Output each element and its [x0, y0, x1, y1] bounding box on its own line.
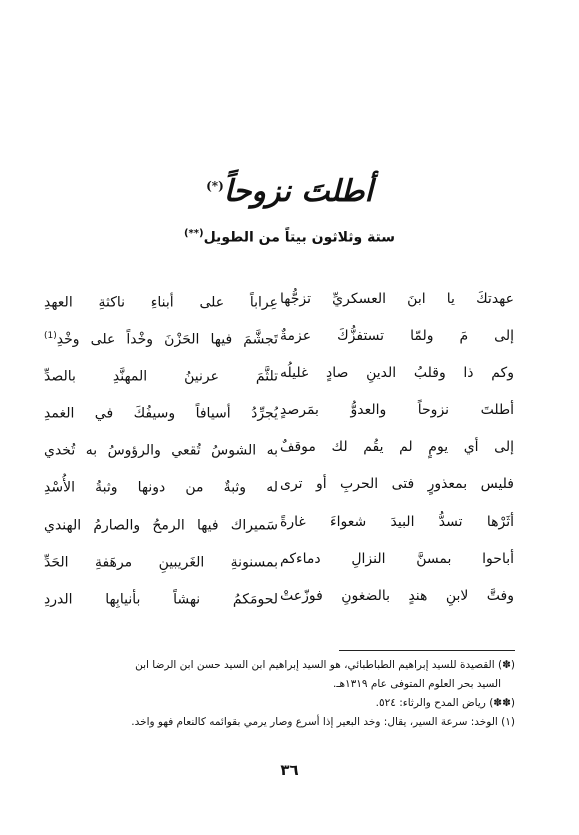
hemistich-text: عِراباً على أبناءِ ناكثةِ العهدِ [44, 294, 278, 311]
verse-first-hemistich: أثَرْها تسدُّ البيدَ شعواءَ غارةً [280, 513, 514, 530]
verse [0, 580, 579, 617]
verse-second-hemistich [44, 506, 278, 542]
verse [0, 543, 579, 580]
verse-second-hemistich [44, 580, 278, 616]
verse-second-hemistich [44, 320, 278, 356]
poem-subtitle-text: ستة وثلاثون بيتاً من الطويل [203, 229, 396, 246]
verse-first-hemistich: فليس بمعذورٍ فتى الحربِ أو ترى [280, 476, 514, 493]
poem-title [0, 166, 579, 212]
subtitle-footnote-mark: (**) [183, 228, 204, 239]
footnote-separator [339, 650, 515, 651]
footnote-reference: (✽✽) رياض المدح والرثاء: ٥٢٤. [375, 697, 515, 709]
verse-second-hemistich [44, 357, 278, 393]
footnote-glossary: (١) الوخد: سرعة السير، يقال: وخد البعير إذا أسرع وصار يرمي بقوائمه كالنعام فهو واخد. [131, 716, 515, 728]
verse [0, 357, 579, 394]
verse-second-hemistich [44, 394, 278, 430]
poem-title-text: أطلتَ نزوحاً [223, 174, 373, 209]
verse-second-hemistich [44, 283, 278, 319]
hemistich-text: لحومَكمُ نهشاً بأنيابِها الدردِ [44, 591, 278, 608]
title-footnote-mark: (*) [206, 179, 224, 193]
hemistich-text: تلثَّمَ عرنينُ المهنَّدِ بالصدِّ [44, 368, 278, 385]
hemistich-text: تَجشَّمَ فيها الحَزْنَ وخْداً على وخْدِ [56, 331, 278, 348]
poem-body [0, 283, 579, 617]
hemistich-text: له وثبةٌ من دونها وثبةُ الأُسْدِ [44, 480, 278, 497]
verse [0, 506, 579, 543]
verse-second-hemistich [44, 543, 278, 579]
verse-second-hemistich [44, 468, 278, 504]
verse [0, 468, 579, 505]
verse-first-hemistich: عهدتكَ يا ابنَ العسكريِّ تزجُّها [280, 291, 514, 307]
verse-footnote-mark: (1) [44, 331, 57, 342]
footnotes [59, 656, 515, 732]
hemistich-text: يُجرِّدُ أسيافاً وسيفُكَ في الغمدِ [44, 405, 278, 422]
hemistich-text: بمسنونةِ الغَريبينِ مرهَفةِ الحَدِّ [44, 554, 278, 571]
hemistich-text: سَميراك فيها الرمحُ والصارمُ الهندي [44, 517, 278, 534]
verse [0, 394, 579, 431]
verse-first-hemistich: وفتَّ لابنِ هندٍ بالضغونِ فوزّعتْ [280, 587, 514, 604]
verse-first-hemistich: وكم ذا وقلبُ الدينِ صادٍ غليلُه [280, 365, 514, 382]
verse-first-hemistich: إلى مَ ولمّا تستفزُّكَ عزمةٌ [280, 328, 514, 345]
verse [0, 431, 579, 468]
verse-first-hemistich: إلى أي يومٍ لم يقُم لك موقفٌ [280, 439, 514, 456]
page-number: ٣٦ [280, 761, 299, 779]
footnote-source: (✽) القصيدة للسيد إبراهيم الطباطبائي، هو السيد إبراهيم ابن السيد حسن ابن الرضا ابن [135, 659, 515, 671]
verse-second-hemistich [44, 431, 278, 467]
poem-subtitle [0, 222, 579, 250]
hemistich-text: به الشوسُ تُقعي والرؤوسُ به تُخدي [44, 443, 278, 460]
verse [0, 320, 579, 357]
verse-first-hemistich: أباحوا بمسنَّ النزالِ دماءكم [280, 550, 514, 567]
verse-first-hemistich: أطلتَ نزوحاً والعدوُّ بمَرصدٍ [280, 402, 514, 419]
verse [0, 283, 579, 320]
footnote-source-continuation: السيد بحر العلوم المتوفى عام ١٣١٩هـ. [333, 678, 501, 690]
